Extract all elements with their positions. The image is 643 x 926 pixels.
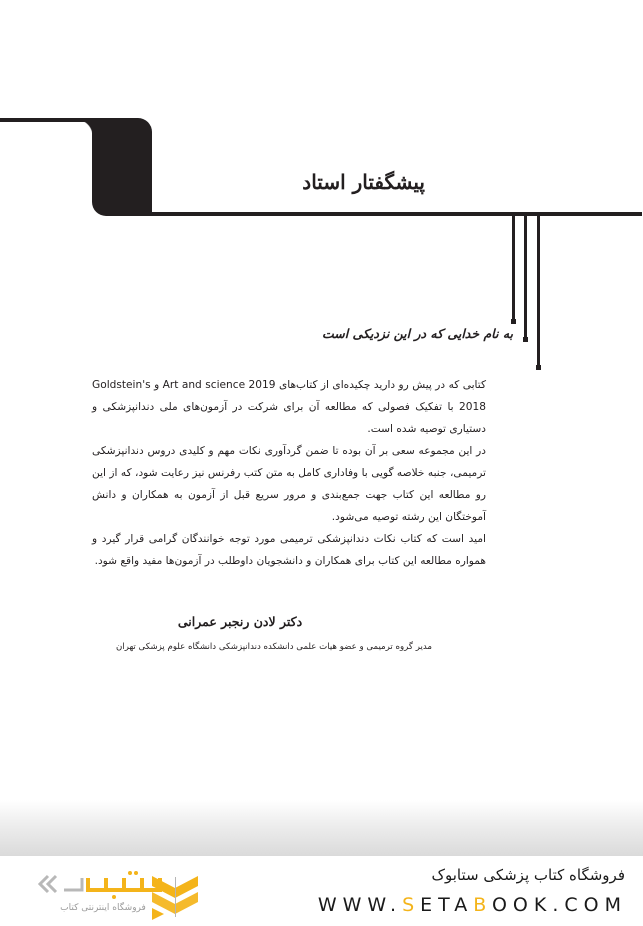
url-part: ETA — [420, 894, 474, 916]
preface-body — [92, 374, 486, 572]
decorative-line-3 — [537, 216, 540, 366]
logo-tagline: فروشگاه اینترنتی کتاب — [60, 903, 146, 913]
paragraph: امید است که کتاب نکات دندانپزشکی ترمیمی مورد توجه خوانندگان گرامی قرار گیرد و همواره مطالعه این کتاب برای همکاران و دانشجویان داوطلب در آزمون‌ها مفید واقع شود. — [92, 533, 486, 567]
url-part: OOK.COM — [491, 894, 627, 916]
paragraph: کتابی که در پیش رو دارید چکیده‌ای از کتاب‌های Art and science 2019 و Goldstein's 2018 با تفکیک فصولی که مطالعه آن برای شرکت در آزمون‌های ملی دندانپزشکی و دستیاری توصیه شده است. — [92, 379, 486, 435]
paragraph: در این مجموعه سعی بر آن بوده تا ضمن گردآوری نکات مهم و کلیدی دروس دندانپزشکی ترمیمی، جنبه خلاصه گویی با وفاداری کامل به متن کتب رفرنس نیز رعایت شود، که از این رو مطالعه این کتاب جهت جمع‌بندی و مرور سریع قبل از آزمون به همکاران و دانش آموختگان این رشته توصیه می‌شود. — [92, 445, 486, 523]
header-bottom-rule — [140, 212, 642, 216]
epigraph: به نام خدایی که در این نزدیکی است — [321, 326, 513, 341]
url-part-highlight: B — [473, 894, 492, 916]
decorative-line-2 — [524, 216, 527, 338]
url-part: WWW. — [317, 894, 403, 916]
author-affiliation: مدیر گروه ترمیمی و عضو هیات علمی دانشکده دندانپزشکی دانشگاه علوم پزشکی تهران — [116, 642, 432, 652]
url-part-highlight: S — [402, 894, 421, 916]
setabook-wordmark-icon — [34, 870, 169, 900]
page-title: پیشگفتار استاد — [302, 170, 425, 194]
store-name: فروشگاه کتاب پزشکی ستابوک — [431, 866, 625, 884]
logo-separator — [175, 877, 176, 917]
header-black-block — [92, 118, 152, 216]
author-name: دکتر لادن رنجبر عمرانی — [177, 614, 303, 629]
decorative-line-1 — [512, 216, 515, 320]
page-bottom-shadow — [0, 800, 643, 856]
store-url[interactable] — [318, 894, 627, 916]
